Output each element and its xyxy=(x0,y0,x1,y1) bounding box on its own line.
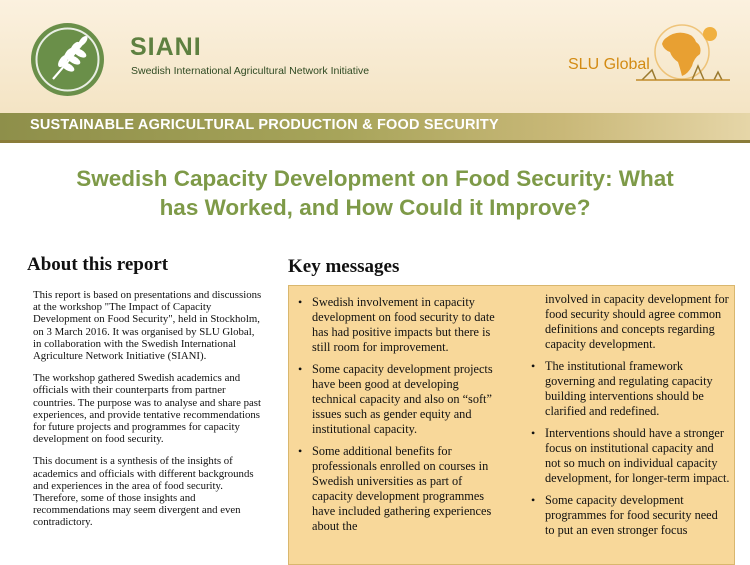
about-paragraph: This document is a synthesis of the insights of academics and officials with different backgrounds and experiences in the area of food security. Therefore, some of those insights and recommendations may seem divergent and even contradictory. xyxy=(33,455,254,529)
about-heading: About this report xyxy=(27,254,169,275)
report-header xyxy=(0,0,750,143)
key-messages-box xyxy=(288,285,735,565)
about-paragraph: This report is based on presentations and discussions at the workshop "The Impact of Capacity Development on Food Security", held in Stockholm, on 3 March 2016. It was organised by SLU Global, in collaboration with the Swedish International Agriculture Network Initiative (SIANI). xyxy=(33,289,262,363)
report-title xyxy=(0,164,750,222)
africa-globe-icon xyxy=(632,18,732,90)
header-divider xyxy=(0,140,750,143)
key-message-item: • Some capacity development programmes for food security need to put an even stronger focus xyxy=(530,493,730,538)
siani-logo xyxy=(31,23,104,96)
key-message-item: • Some capacity development projects have been good at developing technical capacity and also on “soft” issues such as gender equity and institutional capacity. xyxy=(297,362,497,437)
key-message-item: • Swedish involvement in capacity development on food security to date has had positive impacts but there is still room for improvement. xyxy=(297,295,497,355)
wheat-icon xyxy=(31,23,104,96)
about-body xyxy=(33,289,263,539)
siani-title: SIANI xyxy=(130,33,202,61)
about-paragraph: The workshop gathered Swedish academics and officials with their counterparts from partner countries. The purpose was to analyse and share past experiences, and provide tentative recommendations for future projects and programmes for capacity development on food security. xyxy=(33,372,261,446)
key-message-continuation: involved in capacity development for food security should agree common definitions and concepts regarding capacity development. xyxy=(545,292,729,351)
report-title-line-1: Swedish Capacity Development on Food Security: What xyxy=(76,166,674,191)
key-message-item: • Some additional benefits for professionals enrolled on courses in Swedish universities as part of capacity development programmes have included gathering experiences about the xyxy=(297,444,497,534)
report-title-line-2: has Worked, and How Could it Improve? xyxy=(159,195,591,220)
banner-title: SUSTAINABLE AGRICULTURAL PRODUCTION & FOOD SECURITY xyxy=(30,117,499,133)
slu-global-logo-text: SLU Global xyxy=(568,56,650,73)
key-message-item: • The institutional framework governing and regulating capacity building interventions should be clarified and redefined. xyxy=(530,359,730,419)
key-message-item: • Interventions should have a stronger focus on institutional capacity and not so much on individual capacity development, for longer-term impact. xyxy=(530,426,730,486)
key-messages-heading: Key messages xyxy=(288,256,400,277)
key-messages-left-column xyxy=(297,295,497,541)
key-messages-right-column xyxy=(530,292,730,545)
siani-subtitle: Swedish International Agricultural Network Initiative xyxy=(131,65,370,77)
